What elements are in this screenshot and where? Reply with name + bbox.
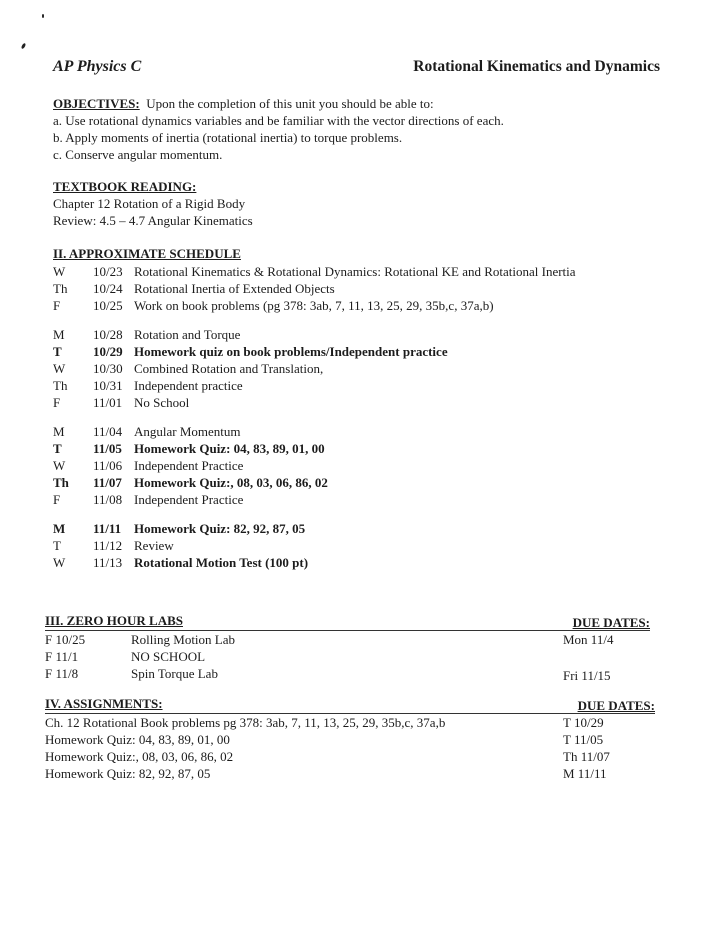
reading-line: Review: 4.5 – 4.7 Angular Kinematics [53, 213, 253, 228]
lab-name: NO SCHOOL [131, 649, 206, 664]
objective-item: b. Apply moments of inertia (rotational inertia) to torque problems. [53, 130, 403, 145]
schedule-date: 11/06 [93, 458, 123, 473]
schedule-day: W [53, 458, 66, 473]
assignment-name: Ch. 12 Rotational Book problems pg 378: 3ab, 7, 11, 13, 25, 29, 35b,c, 37a,b [45, 715, 446, 730]
schedule-day: F [53, 298, 61, 313]
schedule-day: W [53, 264, 66, 279]
course-title: AP Physics C [53, 58, 142, 75]
schedule-heading: II. APPROXIMATE SCHEDULE [53, 246, 241, 261]
schedule-desc: Homework quiz on book problems/Independent practice [134, 344, 448, 359]
assignment-row [45, 748, 655, 765]
labs-heading: III. ZERO HOUR LABS [45, 613, 183, 628]
schedule-desc: Independent Practice [134, 458, 244, 473]
objectives-intro: Upon the completion of this unit you should be able to: [146, 96, 434, 111]
schedule-desc: No School [134, 395, 190, 410]
schedule-day: M [53, 424, 65, 439]
objective-item: c. Conserve angular momentum. [53, 147, 223, 162]
schedule-row [53, 360, 673, 377]
lab-date: F 11/8 [45, 666, 79, 681]
assignment-row [45, 731, 655, 748]
schedule-desc: Rotational Motion Test (100 pt) [134, 555, 309, 570]
schedule-date: 11/12 [93, 538, 123, 553]
schedule-date: 11/01 [93, 395, 123, 410]
objectives-section [53, 95, 653, 163]
schedule-row [53, 280, 673, 297]
schedule-row [53, 491, 673, 508]
lab-date: F 10/25 [45, 632, 86, 647]
schedule-day: W [53, 555, 66, 570]
assignment-name: Homework Quiz:, 08, 03, 06, 86, 02 [45, 749, 234, 764]
schedule-date: 11/04 [93, 424, 123, 439]
schedule-desc: Review [134, 538, 174, 553]
schedule-table [53, 263, 673, 571]
schedule-day: T [53, 441, 62, 456]
schedule-day: F [53, 395, 61, 410]
schedule-row [53, 326, 673, 343]
schedule-date: 10/29 [93, 344, 123, 359]
schedule-row [53, 297, 673, 314]
scan-speck [21, 43, 27, 50]
schedule-desc: Angular Momentum [134, 424, 241, 439]
schedule-row [53, 440, 673, 457]
assignment-due: T 11/05 [563, 732, 604, 747]
schedule-desc: Independent practice [134, 378, 243, 393]
labs-section [45, 613, 650, 682]
schedule-row [53, 554, 673, 571]
schedule-row [53, 474, 673, 491]
lab-due: Fri 11/15 [563, 668, 611, 683]
assignment-due: M 11/11 [563, 766, 607, 781]
schedule-day: W [53, 361, 66, 376]
schedule-date: 10/31 [93, 378, 123, 393]
schedule-date: 11/07 [93, 475, 122, 490]
schedule-row [53, 457, 673, 474]
reading-line: Chapter 12 Rotation of a Rigid Body [53, 196, 246, 211]
assignment-row [45, 765, 655, 782]
schedule-day: M [53, 327, 65, 342]
objective-item: a. Use rotational dynamics variables and be familiar with the vector directions of each. [53, 113, 504, 128]
schedule-day: Th [53, 281, 68, 296]
schedule-date: 11/05 [93, 441, 122, 456]
reading-section [53, 178, 253, 229]
schedule-desc: Homework Quiz:, 08, 03, 06, 86, 02 [134, 475, 328, 490]
schedule-date: 10/24 [93, 281, 123, 296]
scan-speck [42, 14, 44, 18]
schedule-day: Th [53, 475, 69, 490]
assignment-due: Th 11/07 [563, 749, 610, 764]
schedule-day: Th [53, 378, 68, 393]
lab-name: Rolling Motion Lab [131, 632, 235, 647]
lab-date: F 11/1 [45, 649, 79, 664]
schedule-row [53, 520, 673, 537]
schedule-desc: Rotation and Torque [134, 327, 241, 342]
assignments-heading: IV. ASSIGNMENTS: [45, 696, 163, 711]
schedule-date: 10/28 [93, 327, 123, 342]
assignment-name: Homework Quiz: 04, 83, 89, 01, 00 [45, 732, 230, 747]
lab-row [45, 648, 650, 665]
schedule-desc: Rotational Inertia of Extended Objects [134, 281, 335, 296]
assignment-due: T 10/29 [563, 715, 604, 730]
schedule-desc: Homework Quiz: 82, 92, 87, 05 [134, 521, 306, 536]
schedule-date: 11/13 [93, 555, 123, 570]
lab-name: Spin Torque Lab [131, 666, 218, 681]
page-header [53, 58, 660, 80]
schedule-day: M [53, 521, 66, 536]
labs-header [45, 613, 650, 631]
assignments-header [45, 696, 655, 714]
schedule-date: 11/11 [93, 521, 122, 536]
assignment-row [45, 714, 655, 731]
schedule-desc: Rotational Kinematics & Rotational Dynamics: Rotational KE and Rotational Inertia [134, 264, 576, 279]
schedule-desc: Work on book problems (pg 378: 3ab, 7, 11, 13, 25, 29, 35b,c, 37a,b) [134, 298, 494, 313]
schedule-row [53, 263, 673, 280]
lab-row [45, 665, 650, 682]
schedule-day: T [53, 538, 61, 553]
schedule-date: 11/08 [93, 492, 123, 507]
schedule-date: 10/30 [93, 361, 123, 376]
schedule-row [53, 537, 673, 554]
objectives-heading-line [53, 95, 653, 112]
assignment-name: Homework Quiz: 82, 92, 87, 05 [45, 766, 211, 781]
schedule-desc: Homework Quiz: 04, 83, 89, 01, 00 [134, 441, 325, 456]
assignments-due-heading: DUE DATES: [577, 698, 655, 713]
lab-due: Mon 11/4 [563, 632, 614, 647]
schedule-date: 10/23 [93, 264, 123, 279]
unit-title: Rotational Kinematics and Dynamics [413, 58, 660, 75]
lab-row [45, 631, 650, 648]
reading-heading: TEXTBOOK READING: [53, 179, 197, 194]
schedule-desc: Combined Rotation and Translation, [134, 361, 324, 376]
schedule-row [53, 377, 673, 394]
objectives-heading: OBJECTIVES: [53, 96, 140, 111]
schedule-day: T [53, 344, 62, 359]
schedule-row [53, 423, 673, 440]
labs-due-heading: DUE DATES: [572, 615, 650, 630]
schedule-desc: Independent Practice [134, 492, 244, 507]
assignments-section [45, 696, 655, 782]
schedule-row [53, 394, 673, 411]
schedule-row [53, 343, 673, 360]
schedule-date: 10/25 [93, 298, 123, 313]
schedule-day: F [53, 492, 61, 507]
